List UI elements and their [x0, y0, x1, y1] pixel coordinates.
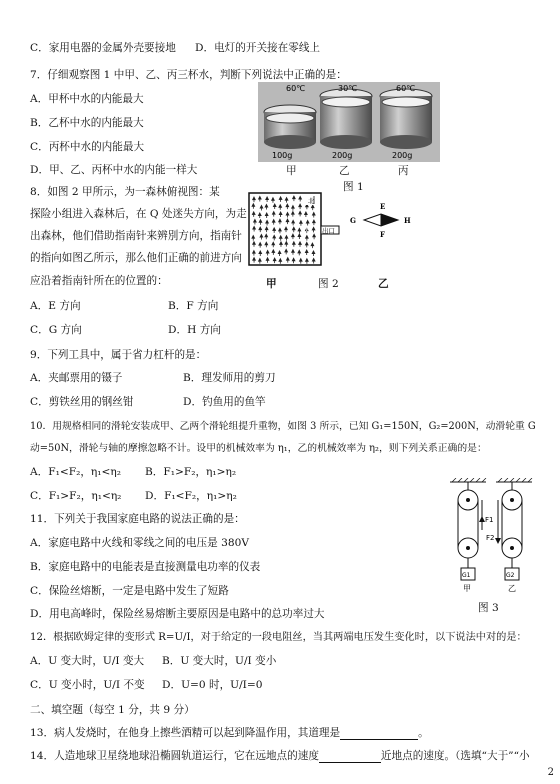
q10-option-a: A．F₁<F₂，η₁<η₂ — [30, 466, 121, 478]
q12-option-c: C．U 变小时，U/I 不变 — [30, 679, 145, 691]
q14 — [30, 750, 530, 763]
q8-line-3: 出森林，他们借助指南针来辨別方向，指南针 — [30, 230, 242, 242]
q8-line-4: 的指向如图乙所示，那么他们正确的前进方向 — [30, 252, 242, 264]
g2-label: G2 — [506, 572, 515, 579]
cup-jia-temp: 60℃ — [286, 84, 306, 93]
q11-stem: 11．下列关于我国家庭电路的说法正确的是： — [30, 513, 245, 525]
compass-e: E — [380, 202, 386, 211]
q9-option-a: A．夹邮票用的镊子 — [30, 372, 123, 384]
f1-label: F1 — [485, 516, 494, 524]
q10-line-1: 10．用规格相同的滑轮安装成甲、乙两个滑轮组提升重物，如图 3 所示，已知 G₁=150N，G₂=200N，动滑轮重 G — [30, 421, 536, 432]
q12-option-b: B．U 变大时，U/I 变小 — [162, 655, 277, 667]
compass-h: H — [404, 216, 411, 225]
q7-option-a: A．甲杯中水的内能最大 — [30, 93, 144, 105]
figure-1-caption: 图 1 — [343, 181, 364, 193]
compass-f: F — [380, 230, 385, 239]
cup-yi-temp: 30℃ — [338, 84, 358, 93]
cup-jia — [264, 105, 316, 149]
q14-text-1: 14．人造地球卫星绕地球沿椭圆轨道运行，它在远地点的速度 — [30, 750, 319, 762]
q13-text: 13．病人发烧时，在他身上擦些酒精可以起到降温作用，其道理是 — [30, 727, 341, 739]
compass — [346, 200, 416, 240]
cup-bing-mass: 200g — [392, 151, 413, 160]
q14-answer-blank[interactable] — [319, 751, 381, 763]
q7-option-b: B．乙杯中水的内能最大 — [30, 117, 144, 129]
north-label: 北 — [308, 197, 315, 205]
g1-label: G1 — [462, 572, 471, 579]
cup-yi — [320, 89, 372, 149]
q10-line-2: 动=50N，滑轮与轴的摩擦忽略不计。设甲的机械效率为 η₁，乙的机械效率为 η₂，则下列关系正确的是： — [30, 443, 487, 454]
q6-option-c: C．家用电器的金属外壳要接地 — [30, 42, 176, 54]
q8-line-1: 8．如图 2 甲所示，为一森林俯视图：某 — [30, 186, 220, 198]
q6-option-d: D．电灯的开关接在零线上 — [195, 42, 321, 54]
cup-jia-mass: 100g — [272, 151, 293, 160]
exit-label: 出口 — [322, 227, 335, 235]
q8-option-d: D．H 方向 — [168, 324, 221, 336]
q8-line-5: 应沿着指南针所在的位置的： — [30, 275, 168, 287]
fig3-yi: 乙 — [508, 584, 516, 593]
figure-3-pulleys — [448, 478, 534, 598]
q13-answer-blank[interactable] — [340, 728, 418, 740]
q11-option-a: A．家庭电路中火线和零线之间的电压是 380V — [30, 537, 249, 549]
cup-yi-mass: 200g — [332, 151, 353, 160]
figure-2-yi: 乙 — [378, 278, 389, 290]
figure-2-caption: 图 2 — [318, 278, 339, 290]
q8-option-a: A．E 方向 — [30, 300, 81, 312]
f2-label: F2 — [486, 534, 495, 542]
cup-bing-temp: 60℃ — [396, 84, 416, 93]
q9-option-b: B．理发师用的剪刀 — [183, 372, 276, 384]
q7-option-c: C．丙杯中水的内能最大 — [30, 141, 145, 153]
cup-yi-label: 乙 — [339, 165, 350, 177]
fig3-jia: 甲 — [463, 584, 471, 593]
compass-g: G — [350, 216, 356, 225]
q12-option-d: D．U=0 时，U/I=0 — [162, 679, 263, 691]
q11-option-b: B．家庭电路中的电能表是直接测量电功率的仪表 — [30, 561, 261, 573]
page-number: 2 — [547, 767, 554, 778]
q9-stem: 9．下列工具中，属于省力杠杆的是： — [30, 349, 207, 361]
section-2-heading: 二、填空题（每空 1 分，共 9 分） — [30, 704, 195, 716]
q8-option-c: C．G 方向 — [30, 324, 82, 336]
q13-end: 。 — [418, 727, 429, 739]
q13 — [30, 727, 429, 740]
figure-1-cups — [258, 82, 440, 162]
q7-option-d: D．甲、乙、丙杯中水的内能一样大 — [30, 164, 198, 176]
q9-option-d: D．钓鱼用的鱼竿 — [183, 396, 266, 408]
cup-bing — [380, 89, 432, 149]
q14-text-2: 近地点的速度。（选填“大于”“小 — [380, 750, 530, 762]
q7-stem: 7．仔细观察图 1 中甲、乙、丙三杯水，判断下列说法中正确的是： — [30, 69, 347, 81]
q12-option-a: A．U 变大时，U/I 变大 — [30, 655, 145, 667]
q10-option-c: C．F₁>F₂，η₁<η₂ — [30, 490, 122, 502]
q-label: Q — [302, 226, 308, 234]
q10-option-d: D．F₁<F₂，η₁>η₂ — [145, 490, 237, 502]
cup-bing-label: 丙 — [398, 165, 409, 177]
q12-stem: 12．根据欧姆定律的变形式 R=U/I，对于给定的一段电阻丝，当其两端电压发生变化时，以下说法中对的是： — [30, 632, 527, 643]
q8-line-2: 探险小组进入森林后，在 Q 处迷失方向，为走 — [30, 208, 247, 220]
q10-option-b: B．F₁>F₂，η₁>η₂ — [145, 466, 237, 478]
q11-option-c: C．保险丝熔断，一定是电路中发生了短路 — [30, 585, 229, 597]
q11-option-d: D．用电高峰时，保险丝易熔断主要原因是电路中的总功率过大 — [30, 608, 325, 620]
forest-map — [248, 192, 342, 266]
figure-3-caption: 图 3 — [478, 602, 499, 614]
f2-arrow-icon — [495, 538, 501, 544]
needle-north-icon — [381, 214, 398, 226]
cup-jia-label: 甲 — [286, 165, 297, 177]
figure-2-jia: 甲 — [266, 278, 277, 290]
q8-option-b: B．F 方向 — [168, 300, 219, 312]
q9-option-c: C．剪铁丝用的钢丝钳 — [30, 396, 134, 408]
